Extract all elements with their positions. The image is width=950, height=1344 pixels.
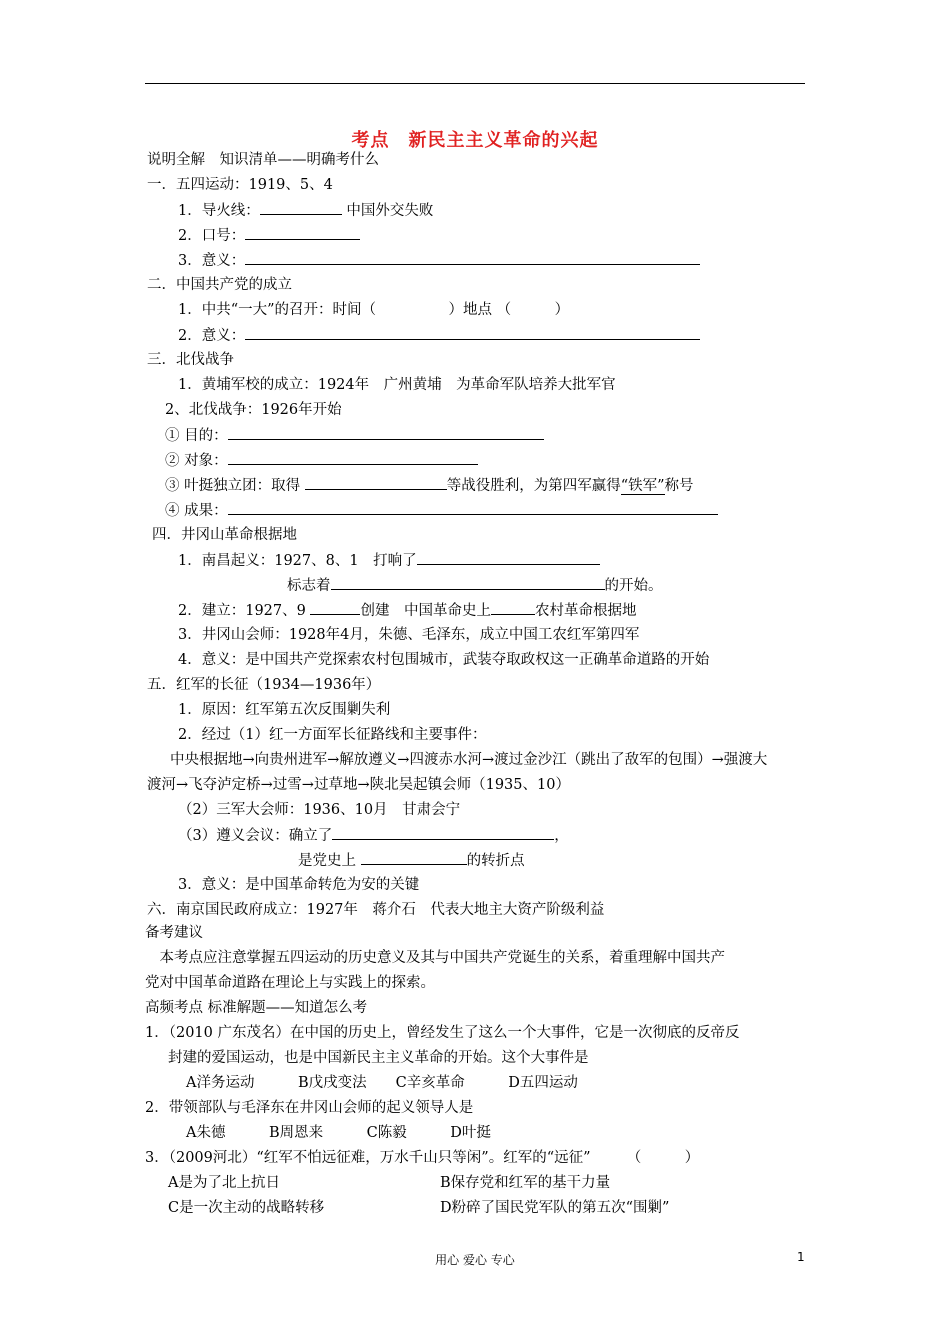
s4-line-2: 2．建立：1927、9 创建 中国革命史上 农村革命根据地 [178, 603, 637, 619]
s1-line-2: 2．口号： [178, 226, 360, 245]
question-3-option-d: D粉碎了国民党军队的第五次“围剿” [440, 1200, 670, 1216]
question-1-line-2: 封建的爱国运动，也是中国新民主主义革命的开始。这个大事件是 [168, 1050, 589, 1066]
page-title: 考点 新民主主义革命的兴起 [351, 130, 599, 151]
section-3-heading: 三．北伐战争 [147, 352, 234, 368]
s5-line-1: 1．原因：红军第五次反围剿失利 [178, 702, 391, 718]
page-footer: 用心 爱心 专心 [435, 1253, 515, 1267]
blank [361, 851, 467, 865]
s5-point-3: （3）遵义会议：确立了 ， [178, 828, 569, 844]
intro-line: 说明全解 知识清单——明确考什么 [147, 152, 379, 168]
s5-route-line-1: 中央根据地→向贵州进军→解放遵义→四渡赤水河→渡过金沙江（跳出了敌军的包围）→强渡大 [170, 752, 768, 768]
practice-heading: 高频考点 标准解题——知道怎么考 [145, 1000, 368, 1016]
s4-line-1: 1．南昌起义：1927、8、1 打响了 [178, 551, 600, 570]
blank [245, 226, 360, 240]
blank [491, 601, 535, 615]
section-5-heading: 五．红军的长征（1934—1936年） [147, 677, 381, 693]
blank [310, 601, 360, 615]
blank [228, 426, 544, 440]
blank [332, 826, 554, 840]
page-number: 1 [797, 1250, 805, 1264]
header-rule [145, 83, 805, 84]
s3-item-b: ② 对象： [165, 451, 478, 470]
advice-para-1: 本考点应注意掌握五四运动的历史意义及其与中国共产党诞生的关系，着重理解中国共产 [145, 950, 725, 966]
question-1-options: A洋务运动 B戊戌变法 C辛亥革命 D五四运动 [186, 1075, 578, 1091]
blank [228, 501, 718, 515]
s1-line-3: 3．意义： [178, 251, 700, 270]
blank [245, 251, 700, 265]
question-3-option-b: B保存党和红军的基干力量 [440, 1175, 611, 1191]
section-6-heading: 六．南京国民政府成立：1927年 蒋介石 代表大地主大资产阶级利益 [147, 902, 605, 918]
blank [228, 451, 478, 465]
s1-line-1: 1．导火线： 中国外交失败 [178, 203, 434, 219]
section-1-heading: 一．五四运动：1919、5、4 [147, 177, 333, 193]
blank [417, 551, 600, 565]
advice-heading: 备考建议 [145, 925, 203, 941]
advice-para-2: 党对中国革命道路在理论上与实践上的探索。 [145, 975, 435, 991]
question-3-option-a: A是为了北上抗日 [168, 1175, 280, 1191]
s5-point-3b: 是党史上 的转折点 [298, 853, 525, 869]
blank [260, 201, 342, 215]
blank [331, 576, 605, 590]
s5-line-3: 3．意义：是中国革命转危为安的关键 [178, 877, 420, 893]
s5-route-line-2: 渡河→飞夺泸定桥→过雪→过草地→陕北吴起镇会师（1935、10） [147, 777, 570, 793]
question-3-option-c: C是一次主动的战略转移 [168, 1200, 325, 1216]
s3-line-1: 1．黄埔军校的成立：1924年 广州黄埔 为革命军队培养大批军官 [178, 377, 616, 393]
s3-item-c: ③ 叶挺独立团：取得 等战役胜利，为第四军赢得“铁军”称号 [165, 478, 694, 494]
blank [245, 326, 700, 340]
s3-item-d: ④ 成果： [165, 501, 718, 520]
question-3: 3．（2009河北）“红军不怕远征难，万水千山只等闲”。红军的“远征” （ ） [145, 1150, 700, 1166]
question-2: 2．带领部队与毛泽东在井冈山会师的起义领导人是 [145, 1100, 474, 1116]
s3-line-2: 2、北伐战争：1926年开始 [165, 402, 342, 418]
s3-item-a: ① 目的： [165, 426, 544, 445]
s5-point-2: （2）三军大会师：1936、10月 甘肃会宁 [178, 802, 461, 818]
s4-line-1b: 标志着 的开始。 [287, 578, 663, 594]
question-2-options: A朱德 B周恩来 C陈毅 D叶挺 [186, 1125, 491, 1141]
s4-line-3: 3．井冈山会师：1928年4月，朱德、毛泽东，成立中国工农红军第四军 [178, 627, 640, 643]
question-1-line-1: 1．（2010 广东茂名）在中国的历史上，曾经发生了这么一个大事件，它是一次彻底的反帝反 [145, 1025, 740, 1041]
blank [305, 476, 447, 490]
section-2-heading: 二．中国共产党的成立 [147, 277, 292, 293]
s2-line-2: 2．意义： [178, 326, 700, 345]
s4-line-4: 4．意义：是中国共产党探索农村包围城市，武装夺取政权这一正确革命道路的开始 [178, 652, 710, 668]
s2-line-1: 1．中共“一大”的召开：时间（ ）地点 （ ） [178, 302, 570, 318]
section-4-heading: 四．井冈山革命根据地 [152, 527, 297, 543]
s5-line-2: 2．经过（1）红一方面军长征路线和主要事件： [178, 727, 487, 743]
